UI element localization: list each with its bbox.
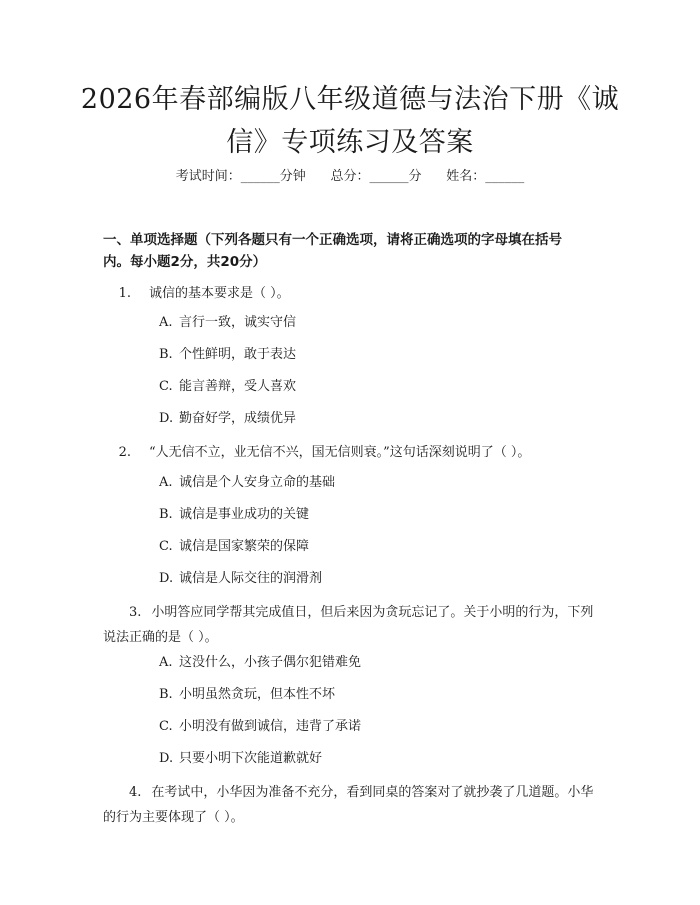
option-3b bbox=[159, 685, 335, 705]
option-1a bbox=[159, 313, 296, 333]
option-text: 小明虽然贪玩，但本性不坏 bbox=[179, 687, 336, 702]
option-text: 这没什么，小孩子偶尔犯错难免 bbox=[179, 655, 362, 670]
option-letter: B. bbox=[159, 507, 173, 522]
document-title: 2026年春部编版八年级道德与法治下册《诚信》专项练习及答案 bbox=[80, 84, 620, 158]
option-text: 诚信是事业成功的关键 bbox=[179, 507, 310, 522]
question-4 bbox=[103, 780, 603, 830]
option-3c bbox=[159, 717, 361, 737]
question-text: “人无信不立，业无信不兴，国无信则衰。”这句话深刻说明了（ ）。 bbox=[149, 445, 531, 460]
option-letter: A. bbox=[159, 655, 173, 670]
option-letter: D. bbox=[159, 751, 174, 766]
question-text: 在考试中，小华因为准备不充分，看到同桌的答案对了就抄袭了几道题。小华的行为主要体现了（ ）。 bbox=[103, 785, 594, 825]
option-letter: B. bbox=[159, 347, 173, 362]
option-text: 个性鲜明，敢于表达 bbox=[179, 347, 297, 362]
option-text: 诚信是国家繁荣的保障 bbox=[179, 539, 310, 554]
option-text: 勤奋好学，成绩优异 bbox=[179, 411, 297, 426]
option-text: 只要小明下次能道歉就好 bbox=[179, 751, 323, 766]
option-letter: A. bbox=[159, 315, 173, 330]
option-text: 诚信是个人安身立命的基础 bbox=[179, 475, 336, 490]
option-text: 小明没有做到诚信，违背了承诺 bbox=[179, 719, 362, 734]
option-3a bbox=[159, 653, 361, 673]
question-number: 4. bbox=[129, 785, 142, 800]
exam-info-line: 考试时间：______分钟 总分：______分 姓名：______ bbox=[175, 169, 525, 184]
question-text: 小明答应同学帮其完成值日，但后来因为贪玩忘记了。关于小明的行为，下列说法正确的是（ ）。 bbox=[103, 605, 594, 645]
option-2c bbox=[159, 537, 309, 557]
option-text: 诚信是人际交往的润滑剂 bbox=[179, 571, 323, 586]
option-2d bbox=[159, 569, 322, 589]
question-2 bbox=[103, 440, 603, 465]
question-number: 1. bbox=[118, 286, 131, 301]
option-text: 能言善辩，受人喜欢 bbox=[179, 379, 297, 394]
option-letter: C. bbox=[159, 379, 173, 394]
section-heading: 一、单项选择题（下列各题只有一个正确选项，请将正确选项的字母填在括号内。每小题2分，共20分） bbox=[103, 232, 562, 270]
option-2b bbox=[159, 505, 309, 525]
option-1d bbox=[159, 409, 296, 429]
question-text: 诚信的基本要求是（ ）。 bbox=[149, 286, 290, 301]
question-number: 3. bbox=[129, 605, 142, 620]
option-letter: C. bbox=[159, 719, 173, 734]
option-letter: A. bbox=[159, 475, 173, 490]
option-letter: D. bbox=[159, 571, 174, 586]
option-letter: B. bbox=[159, 687, 173, 702]
option-1c bbox=[159, 377, 296, 397]
option-text: 言行一致，诚实守信 bbox=[179, 315, 297, 330]
question-1 bbox=[103, 281, 603, 306]
question-number: 2. bbox=[118, 445, 131, 460]
option-letter: D. bbox=[159, 411, 174, 426]
option-3d bbox=[159, 749, 322, 769]
option-2a bbox=[159, 473, 335, 493]
question-3 bbox=[103, 600, 603, 650]
option-letter: C. bbox=[159, 539, 173, 554]
option-1b bbox=[159, 345, 296, 365]
